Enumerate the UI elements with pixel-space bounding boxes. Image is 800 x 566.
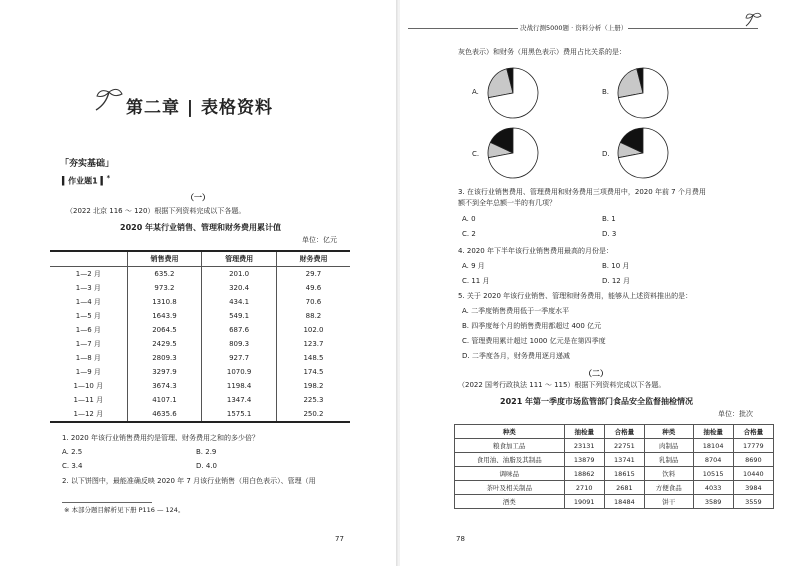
footnote: ※ 本部分题目解析见下册 P116 — 124。 [64,506,185,514]
table1-cell: 927.7 [202,351,277,365]
table1-cell: 201.0 [202,267,277,282]
table2-cell: 18104 [693,439,733,453]
question-3-line2: 额不到全年总额一半的有几项？ [458,199,556,207]
q3-option-d: D. 3 [602,230,617,238]
left-page [0,0,398,566]
table1-cell: 3297.9 [127,365,202,379]
table1-cell: 434.1 [202,295,277,309]
table2-title: 2021 年第一季度市场监管部门食品安全监督抽检情况 [500,397,694,406]
table1-cell: 1310.8 [127,295,202,309]
q1-option-b: B. 2.9 [196,448,217,456]
pie-option-c-label: C. [472,150,480,158]
table2-cell: 饼干 [645,495,694,509]
table2-cell: 19091 [564,495,604,509]
table2-header-cell: 合格量 [604,425,644,439]
table1-cell: 1—8 月 [75,354,101,362]
table1-cell: 4635.6 [127,407,202,422]
table1-header-cell: 销售费用 [127,251,202,267]
table1-cell: 1—4 月 [75,298,101,306]
q5-option-d: D. 二季度各月，财务费用逐月递减 [462,352,570,360]
table1-cell: 70.6 [276,295,350,309]
table1-cell: 1—5 月 [75,312,101,320]
table1-row [50,309,350,323]
q3-option-a: A. 0 [462,215,476,223]
table2-cell: 13741 [604,453,644,467]
section-tag: 「夯实基础」 [60,159,115,169]
table1-cell: 198.2 [276,379,350,393]
table1-cell: 1575.1 [202,407,277,422]
table1-cell: 174.5 [276,365,350,379]
pie-chart-d [616,126,670,180]
table1-title: 2020 年某行业销售、管理和财务费用累计值 [120,223,282,232]
right-page [400,0,800,566]
table1-cell: 687.6 [202,323,277,337]
table2-cell: 10515 [693,467,733,481]
table1-cell: 1643.9 [127,309,202,323]
table2-header-cell: 合格量 [733,425,773,439]
table2-cell: 18615 [604,467,644,481]
table1-cell: 1—6 月 [75,326,101,334]
table1-cell: 2809.3 [127,351,202,365]
running-header: 决战行测5000题 · 资料分析（上册） [520,24,628,32]
table2-cell: 4033 [693,481,733,495]
table1-cell: 123.7 [276,337,350,351]
q4-option-a: A. 9 月 [462,262,485,270]
table1-cell: 320.4 [202,281,277,295]
table2-header-cell: 抽检量 [564,425,604,439]
table1-row [50,267,350,282]
table2-cell: 18862 [564,467,604,481]
table1-cell: 1070.9 [202,365,277,379]
table1-row [50,407,350,422]
table1-cell: 1—3 月 [75,284,101,292]
page-number-right: 78 [456,535,465,543]
pie-chart-a [486,66,540,120]
question-2: 2. 以下饼图中，最能准确反映 2020 年 7 月该行业销售（用白色表示）、管理（用 [62,477,316,485]
table1-cell: 2429.5 [127,337,202,351]
page-number-left: 77 [335,535,344,543]
table1-cell: 29.7 [276,267,350,282]
table1-header-cell: 管理费用 [202,251,277,267]
table1-cell: 148.5 [276,351,350,365]
table1-cell: 1198.4 [202,379,277,393]
pie-option-b-label: B. [602,88,610,96]
pie-chart-c [486,126,540,180]
table2-cell: 10440 [733,467,773,481]
q4-option-d: D. 12 月 [602,277,630,285]
table1-cell: 549.1 [202,309,277,323]
question-1: 1. 2020 年该行业销售费用约是管理、财务费用之和的多少倍？ [62,434,259,442]
q3-option-c: C. 2 [462,230,476,238]
table1-cell: 1—11 月 [73,396,104,404]
section-tag-text: 夯实基础 [69,159,106,169]
q1-option-d: D. 4.0 [196,462,217,470]
table1-row [50,337,350,351]
table2-cell: 调味品 [455,467,565,481]
table1-cell: 809.3 [202,337,277,351]
table1-cell: 225.3 [276,393,350,407]
part2-label: （二） [584,369,608,378]
table1-cell: 973.2 [127,281,202,295]
table2-cell: 2681 [604,481,644,495]
question-5: 5. 关于 2020 年该行业销售、管理和财务费用，能够从上述资料推出的是： [458,292,693,300]
table1-cell: 1—7 月 [75,340,101,348]
table1-cell: 3674.3 [127,379,202,393]
part-label: （一） [186,193,210,202]
table1-cell: 1—9 月 [75,368,101,376]
table1-row [50,281,350,295]
table1-header-cell [50,251,127,267]
intro2-text: （2022 国考行政执法 111 ～ 115）根据下列资料完成以下各题。 [458,381,666,389]
header-rule-right [628,28,758,29]
question-3: 3. 在该行业销售费用、管理费用和财务费用三项费用中，2020 年前 7 个月费用 [458,188,706,196]
leaf-icon-header [742,10,764,28]
intro-text: （2022 北京 116 ～ 120）根据下列资料完成以下各题。 [66,207,246,215]
table1 [50,250,350,423]
q5-option-a: A. 二季度销售费用低于一季度水平 [462,307,570,315]
table2-cell: 粮食加工品 [455,439,565,453]
table2-cell: 饮料 [645,467,694,481]
chapter-title: 第二章 | 表格资料 [126,98,274,118]
table1-row [50,351,350,365]
q5-option-c: C. 管理费用累计超过 1000 亿元是在第四季度 [462,337,606,345]
table2-cell: 3559 [733,495,773,509]
table2-row [455,467,774,481]
table2 [454,424,774,509]
table1-row [50,295,350,309]
pie-option-d-label: D. [602,150,610,158]
table1-cell: 1—10 月 [73,382,104,390]
table1-cell: 2064.5 [127,323,202,337]
table2-cell: 8690 [733,453,773,467]
table2-cell: 食用油、油脂及其制品 [455,453,565,467]
footnote-rule [62,502,152,503]
table2-row [455,439,774,453]
question-4: 4. 2020 年下半年该行业销售费用最高的月份是： [458,247,613,255]
table2-row [455,453,774,467]
table1-cell: 88.2 [276,309,350,323]
table2-cell: 17779 [733,439,773,453]
table1-cell: 1347.4 [202,393,277,407]
table1-cell: 49.6 [276,281,350,295]
q4-option-b: B. 10 月 [602,262,630,270]
table2-cell: 方便食品 [645,481,694,495]
q3-option-b: B. 1 [602,215,616,223]
table2-cell: 茶叶及相关制品 [455,481,565,495]
table2-header-cell: 种类 [645,425,694,439]
q5-option-b: B. 四季度每个月的销售费用都超过 400 亿元 [462,322,602,330]
question-2-continued: 灰色表示）和财务（用黑色表示）费用占比关系的是： [458,48,626,56]
table2-cell: 23131 [564,439,604,453]
table1-header-cell: 财务费用 [276,251,350,267]
table2-cell: 18484 [604,495,644,509]
table1-cell: 250.2 [276,407,350,422]
table1-cell: 1—2 月 [75,270,101,278]
table1-unit: 单位：亿元 [302,236,337,244]
table1-row [50,323,350,337]
table2-row [455,481,774,495]
table2-cell: 乳制品 [645,453,694,467]
table1-row [50,393,350,407]
exercise-label-text: 作业题1 [68,176,98,186]
table1-cell: 4107.1 [127,393,202,407]
exercise-label: ▍作业题1 ▍* [62,174,111,186]
table2-cell: 酒类 [455,495,565,509]
table1-cell: 635.2 [127,267,202,282]
table2-unit: 单位：批次 [718,410,753,418]
pie-chart-b [616,66,670,120]
table1-row [50,365,350,379]
exercise-mark: * [106,174,111,182]
table2-cell: 2710 [564,481,604,495]
table2-cell: 8704 [693,453,733,467]
leaf-icon [92,84,126,114]
table2-cell: 13879 [564,453,604,467]
q1-option-a: A. 2.5 [62,448,83,456]
q4-option-c: C. 11 月 [462,277,490,285]
table2-header-cell: 抽检量 [693,425,733,439]
pie-option-a-label: A. [472,88,479,96]
header-rule-left [408,28,518,29]
table1-cell: 102.0 [276,323,350,337]
q1-option-c: C. 3.4 [62,462,83,470]
table1-row [50,379,350,393]
table2-cell: 肉制品 [645,439,694,453]
table1-cell: 1—12 月 [73,410,104,418]
table2-cell: 3589 [693,495,733,509]
table2-cell: 22751 [604,439,644,453]
table2-row [455,495,774,509]
table2-cell: 3984 [733,481,773,495]
table2-header-cell: 种类 [455,425,565,439]
